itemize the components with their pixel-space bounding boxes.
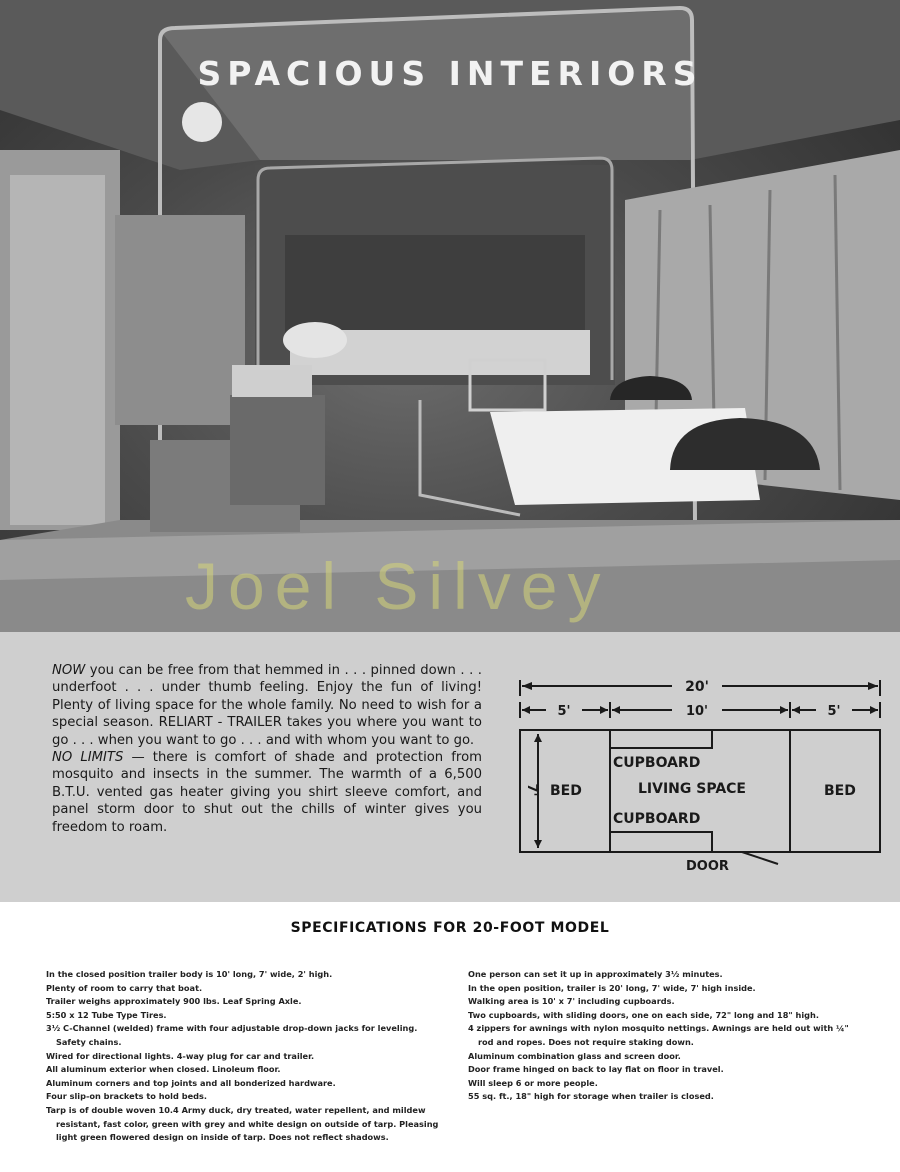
intro-body-2: — there is comfort of shade and protection from mosquito and insects in the summer. The warmth of a 6,500 B.T.U. vented gas heater giving you shirt sleeve comfort, and panel storm door to shut out the chills of winter gives you freedom to roam. bbox=[52, 750, 482, 835]
watermark-text: Joel Silvey bbox=[185, 549, 611, 623]
dimension-right-section: 5' bbox=[827, 704, 841, 719]
specs-right-column bbox=[468, 968, 863, 1104]
spec-line: Two cupboards, with sliding doors, one on each side, 72" long and 18" high. bbox=[468, 1009, 819, 1020]
spec-line: In the closed position trailer body is 10' long, 7' wide, 2' high. bbox=[46, 969, 333, 979]
spec-line: 3½ C-Channel (welded) frame with four adjustable drop-down jacks for leveling. Safety chains. bbox=[46, 1023, 418, 1047]
spec-line: All aluminum exterior when closed. Linoleum floor. bbox=[46, 1064, 281, 1075]
spec-line: One person can set it up in approximately 3½ minutes. bbox=[468, 969, 723, 979]
specs-left-column bbox=[46, 968, 441, 1145]
intro-lead-no-limits: NO LIMITS bbox=[52, 750, 124, 766]
intro-lead-now: NOW bbox=[52, 663, 86, 678]
dimension-left-section: 5' bbox=[557, 704, 571, 719]
spec-line: Four slip-on brackets to hold beds. bbox=[46, 1091, 207, 1102]
spec-line: 55 sq. ft., 18" high for storage when trailer is closed. bbox=[468, 1091, 714, 1102]
cupboard-bottom-label: CUPBOARD bbox=[613, 811, 701, 827]
spec-line: Tarp is of double woven 10.4 Army duck, dry treated, water repellent, and mildew resistant, fast color, green with grey and white design on outside of tarp. Pleasing light green flowered design on inside of tarp. Does not reflect shadows. bbox=[46, 1104, 439, 1143]
spec-line: Plenty of room to carry that boat. bbox=[46, 982, 203, 993]
room-bed-left: BED bbox=[550, 783, 582, 799]
specs-title: SPECIFICATIONS FOR 20-FOOT MODEL bbox=[290, 920, 610, 936]
spec-line: Walking area is 10' x 7' including cupboards. bbox=[468, 996, 675, 1007]
spec-line: Door frame hinged on back to lay flat on floor in travel. bbox=[468, 1064, 724, 1075]
spec-line: In the open position, trailer is 20' long, 7' wide, 7' high inside. bbox=[468, 982, 756, 993]
spec-line: Aluminum corners and top joints and all bonderized hardware. bbox=[46, 1077, 336, 1088]
room-living-space: LIVING SPACE bbox=[638, 781, 746, 797]
spec-line: 4 zippers for awnings with nylon mosquito nettings. Awnings are held out with ¼" rod and ropes. Does not require staking down. bbox=[468, 1023, 849, 1047]
room-bed-right: BED bbox=[824, 783, 856, 799]
floor-plan-diagram bbox=[516, 672, 886, 882]
dimension-total-length: 20' bbox=[685, 679, 709, 695]
intro-paragraph-2 bbox=[52, 749, 482, 836]
spec-line: Will sleep 6 or more people. bbox=[468, 1077, 598, 1088]
spec-line: 5:50 x 12 Tube Type Tires. bbox=[46, 1009, 167, 1020]
dimension-width: 7' bbox=[524, 783, 539, 797]
spec-line: Trailer weighs approximately 900 lbs. Leaf Spring Axle. bbox=[46, 996, 302, 1007]
spec-line: Aluminum combination glass and screen door. bbox=[468, 1050, 681, 1061]
spec-line: Wired for directional lights. 4-way plug for car and trailer. bbox=[46, 1050, 315, 1061]
dimension-middle-section: 10' bbox=[685, 704, 709, 719]
intro-paragraph-1 bbox=[52, 662, 482, 749]
headline: SPACIOUS INTERIORS bbox=[197, 54, 703, 93]
cupboard-top-label: CUPBOARD bbox=[613, 755, 701, 771]
intro-text bbox=[52, 662, 482, 836]
intro-body-1: you can be free from that hemmed in . . . pinned down . . . underfoot . . . under thumb feeling. Enjoy the fun of living! Plenty of living space for the whole family. No need to wish for a special season. RELIART - TRAILER takes you where you want to go . . . when you want to go . . . and with whom you want to go. bbox=[52, 663, 482, 748]
door-label: DOOR bbox=[686, 859, 729, 874]
